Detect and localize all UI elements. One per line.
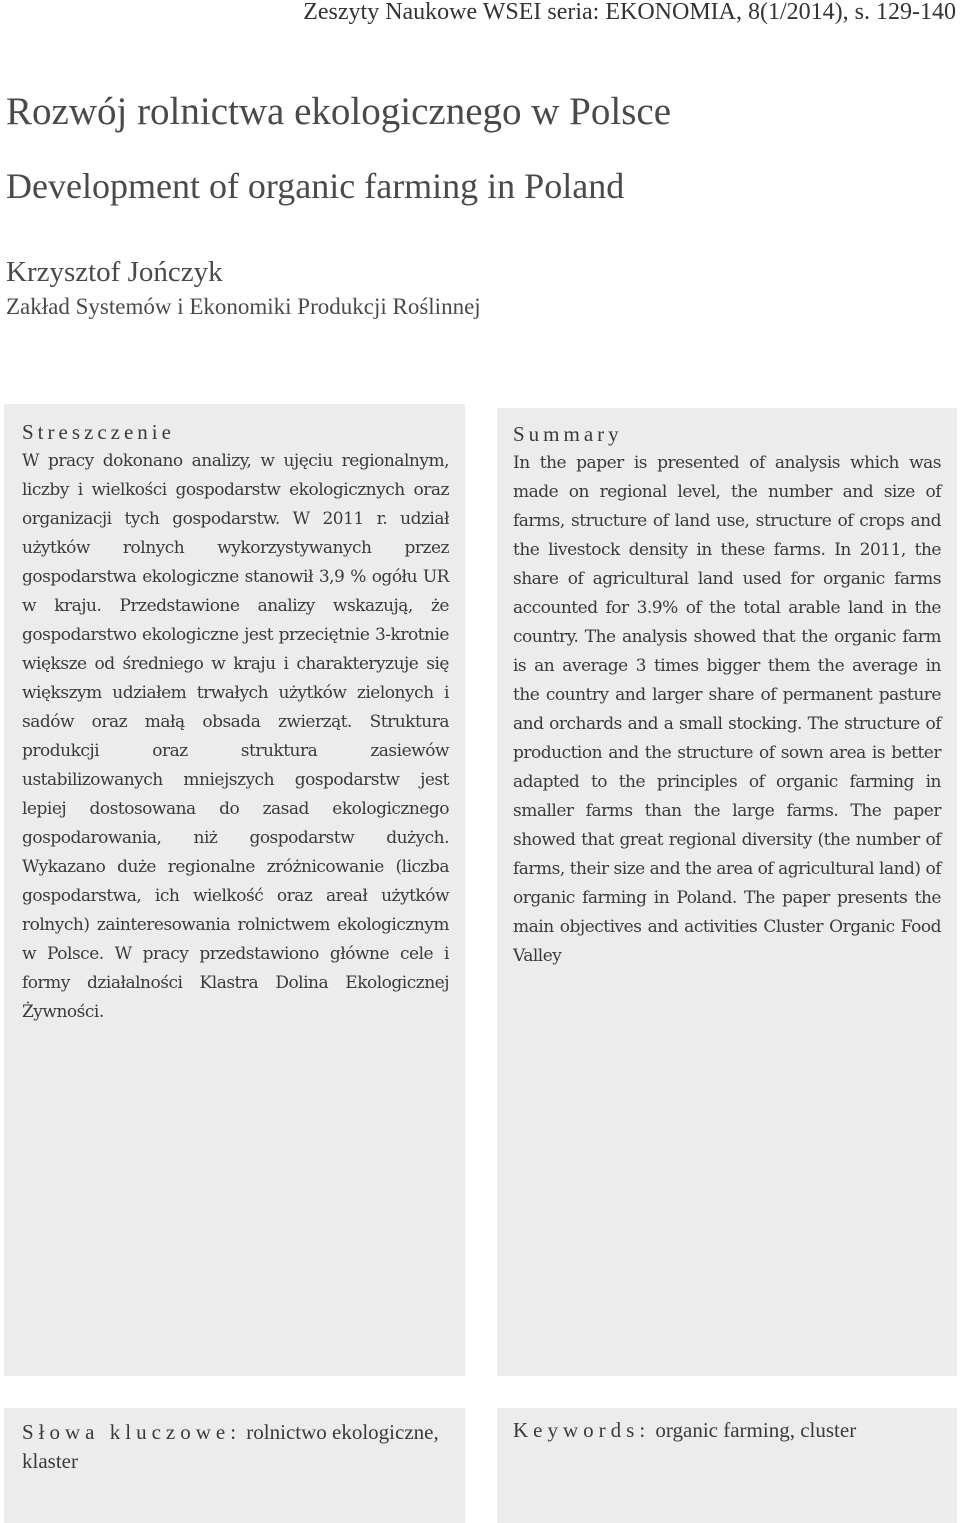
title-polish: Rozwój rolnictwa ekologicznego w Polsce [6,90,671,133]
keywords-english-box [497,1408,957,1523]
abstract-english-box [497,408,957,1376]
author-affiliation: Zakład Systemów i Ekonomiki Produkcji Roślinnej [6,294,481,319]
keywords-english-line [513,1416,941,1445]
journal-header: Zeszyty Naukowe WSEI seria: EKONOMIA, 8(1/2014), s. 129-140 [303,0,956,25]
keywords-polish-label: Słowa kluczowe: [22,1420,242,1444]
author-name: Krzysztof Jończyk [6,256,223,288]
keywords-polish-value: rolnictwo ekologiczne, klaster [22,1420,439,1473]
keywords-polish-line [22,1418,449,1476]
abstract-polish-heading: Streszczenie [22,420,175,444]
abstract-polish-box [4,404,465,1376]
keywords-english-label: Keywords: [513,1418,651,1442]
title-english: Development of organic farming in Poland [6,166,625,206]
keywords-english-value: organic farming, cluster [655,1418,857,1442]
keywords-polish-box [4,1408,465,1523]
abstract-english-text: In the paper is presented of analysis which was made on regional level, the number and size of farms, structure of land use, structure of crops and the livestock density in these farms. In 2011, the share of agricultural land used for organic farms accounted for 3.9% of the total arable land in the country. The analysis showed that the organic farm is an average 3 times bigger them the average in the country and larger share of permanent pasture and orchards and a small stocking. The structure of production and the structure of sown area is better adapted to the principles of organic farming in smaller farms than the large farms. The paper showed that great regional diversity (the number of farms, their size and the area of agricultural land) of organic farming in Poland. The paper presents the main objectives and activities Cluster Organic Food Valley [513,453,941,966]
abstract-polish-text: W pracy dokonano analizy, w ujęciu regionalnym, liczby i wielkości gospodarstw ekologicznych oraz organizacji tych gospodarstw. W 2011 r. udział użytków rolnych wykorzystywanych przez gospodarstwa ekologiczne stanowił 3,9 % ogółu UR w kraju. Przedstawione analizy wskazują, że gospodarstwo ekologiczne jest przeciętnie 3-krotnie większe od średniego w kraju i charakteryzuje się większym udziałem trwałych użytków zielonych i sadów oraz małą obsada zwierząt. Struktura produkcji oraz struktura zasiewów ustabilizowanych mniejszych gospodarstw jest lepiej dostosowana do zasad ekologicznego gospodarowania, niż gospodarstw dużych. Wykazano duże regionalne zróżnicowanie (liczba gospodarstwa, ich wielkość oraz areał użytków rolnych) zainteresowania rolnictwem ekologicznym w Polsce. W pracy przedstawiono główne cele i formy działalności Klastra Dolina Ekologicznej Żywności. [22,451,449,1022]
abstract-english-heading: Summary [513,422,623,446]
